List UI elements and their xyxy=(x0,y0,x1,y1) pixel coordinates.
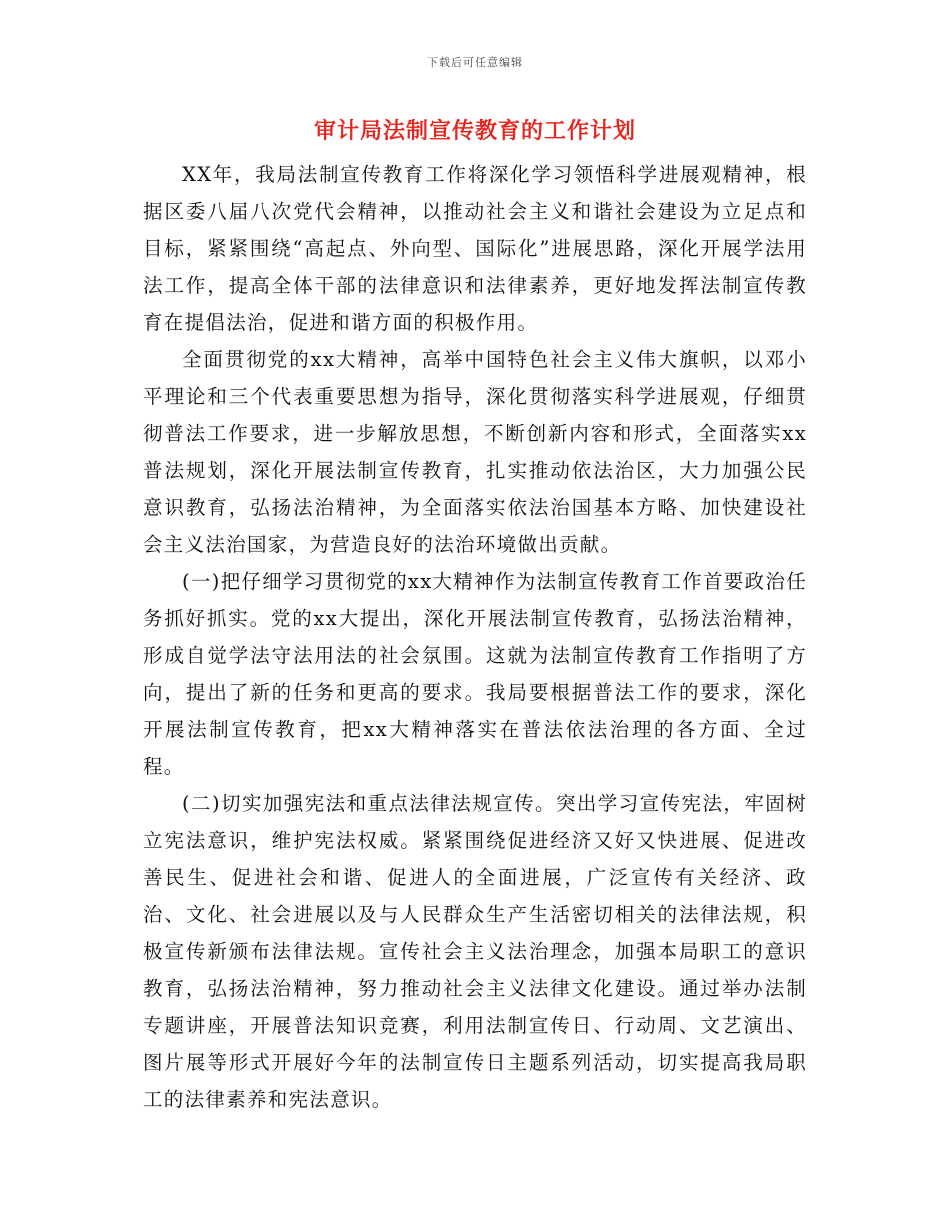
paragraph-section-1: (一)把仔细学习贯彻党的xx大精神作为法制宣传教育工作首要政治任务抓好抓实。党的xx大提出，深化开展法制宣传教育，弘扬法治精神，形成自觉学法守法用法的社会氛围。这就为法制宣传教育工作指明了方向，提出了新的任务和更高的要求。我局要根据普法工作的要求，深化开展法制宣传教育，把xx大精神落实在普法依法治理的各方面、全过程。 xyxy=(143,570,807,778)
paragraph-guiding-thought: 全面贯彻党的xx大精神，高举中国特色社会主义伟大旗帜，以邓小平理论和三个代表重要思想为指导，深化贯彻落实科学进展观，仔细贯彻普法工作要求，进一步解放思想，不断创新内容和形式，全面落实xx普法规划，深化开展法制宣传教育，扎实推动依法治区，大力加强公民意识教育，弘扬法治精神，为全面落实依法治国基本方略、加快建设社会主义法治国家，为营造良好的法治环境做出贡献。 xyxy=(143,348,807,556)
header-note: 下载后可任意编辑 xyxy=(427,56,523,69)
paragraph-section-2: (二)切实加强宪法和重点法律法规宣传。突出学习宣传宪法，牢固树立宪法意识，维护宪法权威。紧紧围绕促进经济又好又快进展、促进改善民生、促进社会和谐、促进人的全面进展，广泛宣传有关经济、政治、文化、社会进展以及与人民群众生产生活密切相关的法律法规，积极宣传新颁布法律法规。宣传社会主义法治理念，加强本局职工的意识教育，弘扬法治精神，努力推动社会主义法律文化建设。通过举办法制专题讲座，开展普法知识竞赛，利用法制宣传日、行动周、文艺演出、图片展等形式开展好今年的法制宣传日主题系列活动，切实提高我局职工的法律素养和宪法意识。 xyxy=(143,792,807,1111)
document-title: 审计局法制宣传教育的工作计划 xyxy=(313,118,636,144)
paragraph-intro: XX年，我局法制宣传教育工作将深化学习领悟科学进展观精神，根据区委八届八次党代会精神，以推动社会主义和谐社会建设为立足点和目标，紧紧围绕“高起点、外向型、国际化”进展思路，深化开展学法用法工作，提高全体干部的法律意识和法律素养，更好地发挥法制宣传教育在提倡法治，促进和谐方面的积极作用。 xyxy=(143,163,807,334)
document-body xyxy=(143,156,807,1118)
